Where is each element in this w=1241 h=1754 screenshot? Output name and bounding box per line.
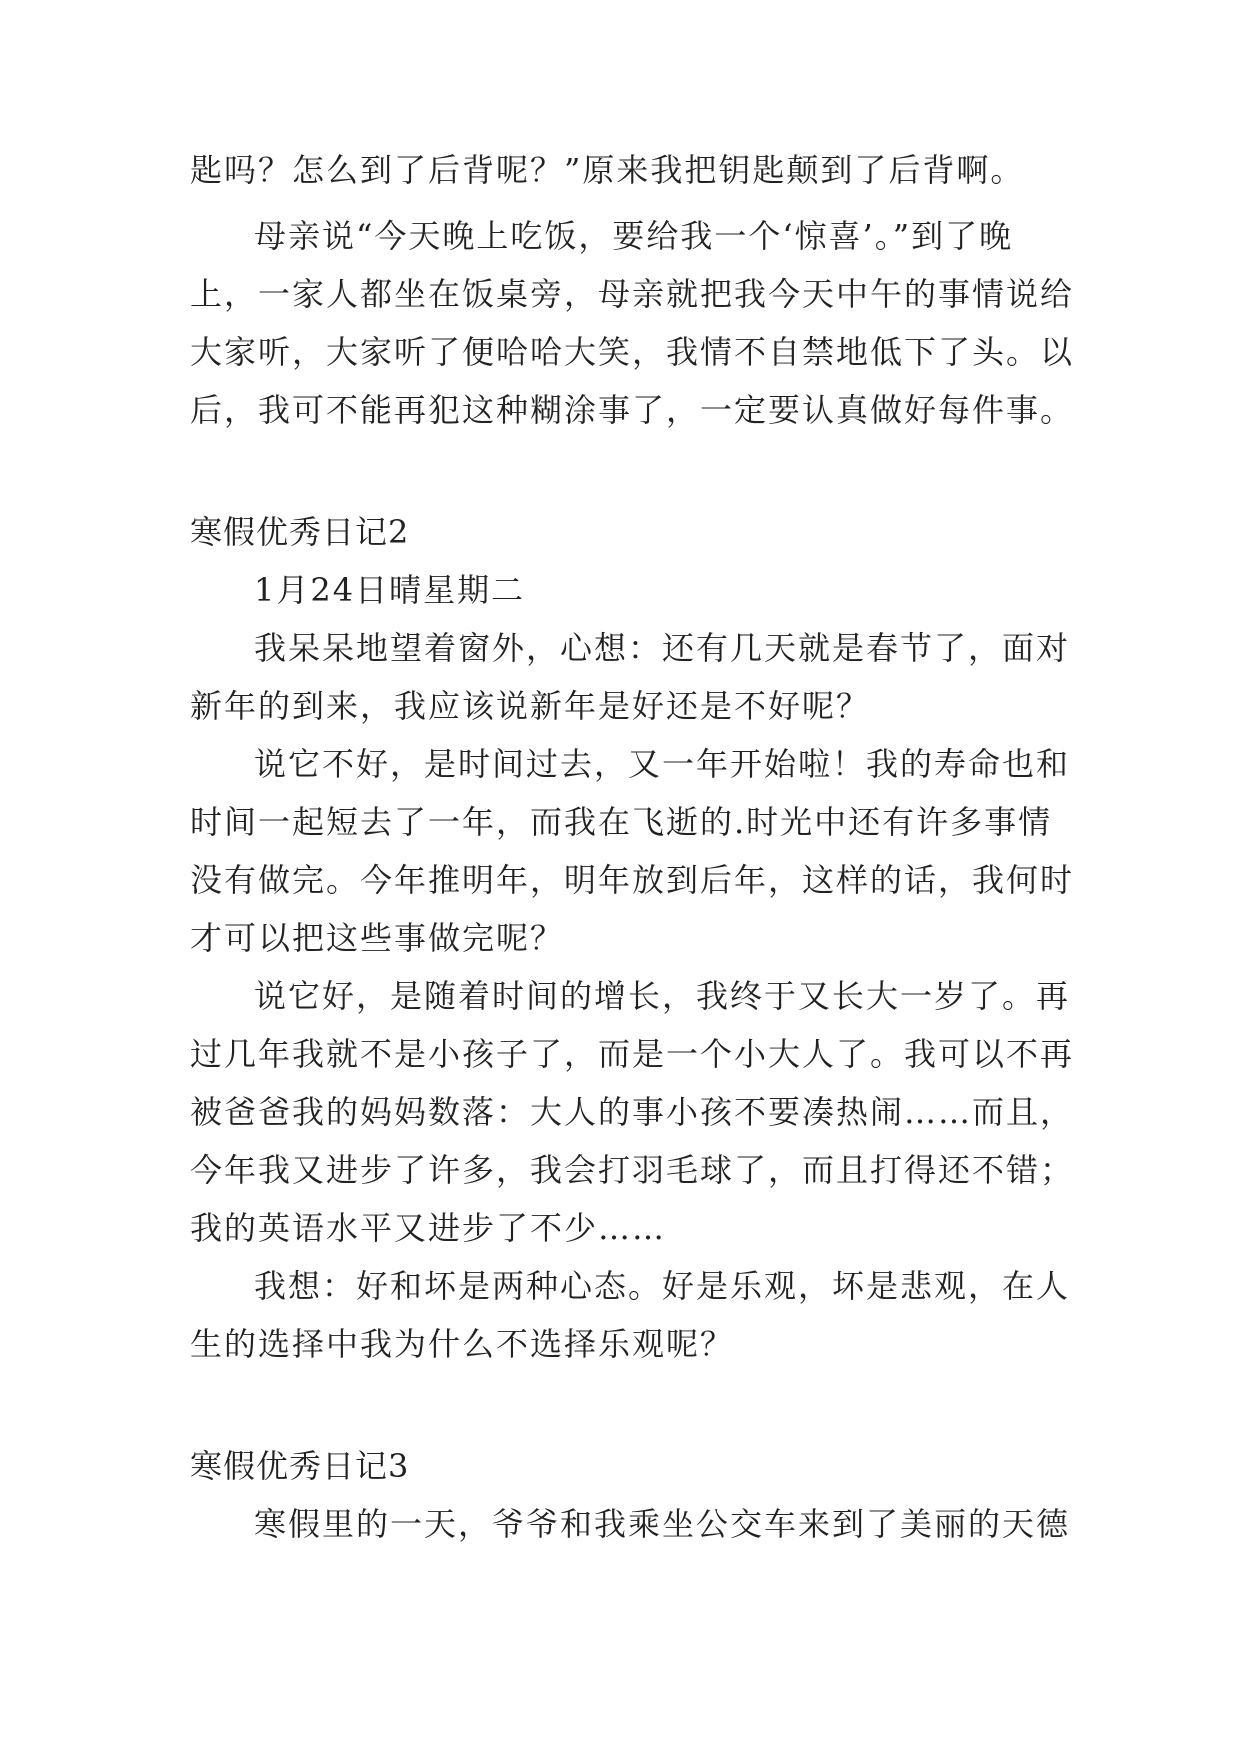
section-title: 寒假优秀日记3	[190, 1447, 410, 1485]
paragraph-line: 说它好，是随着时间的增长，我终于又长大一岁了。再	[254, 977, 1071, 1015]
paragraph-line: 上，一家人都坐在饭桌旁，母亲就把我今天中午的事情说给	[190, 275, 1075, 313]
paragraph-line: 大家听，大家听了便哈哈大笑，我情不自禁地低下了头。以	[190, 333, 1075, 371]
paragraph-line: 说它不好，是时间过去，又一年开始啦！我的寿命也和	[254, 745, 1071, 783]
paragraph-line: 生的选择中我为什么不选择乐观呢？	[190, 1325, 735, 1363]
paragraph-line: 过几年我就不是小孩子了，而是一个小大人了。我可以不再	[190, 1035, 1075, 1073]
paragraph-line: 寒假里的一天，爷爷和我乘坐公交车来到了美丽的天德	[254, 1505, 1071, 1543]
paragraph-line: 时间一起短去了一年，而我在飞逝的.时光中还有许多事情	[190, 803, 1053, 841]
paragraph-line: 我的英语水平又进步了不少……	[190, 1209, 667, 1247]
section-title: 寒假优秀日记2	[190, 513, 410, 551]
paragraph-line: 没有做完。今年推明年，明年放到后年，这样的话，我何时	[190, 861, 1075, 899]
paragraph-line: 今年我又进步了许多，我会打羽毛球了，而且打得还不错；	[190, 1151, 1075, 1189]
diary-date: 1月24日晴星期二	[254, 571, 526, 609]
paragraph-line: 匙吗？怎么到了后背呢？”原来我把钥匙颠到了后背啊。	[190, 151, 1025, 189]
paragraph-line: 后，我可不能再犯这种糊涂事了，一定要认真做好每件事。	[190, 391, 1075, 429]
paragraph-line: 被爸爸我的妈妈数落：大人的事小孩不要凑热闹……而且，	[190, 1093, 1075, 1131]
paragraph-line: 我呆呆地望着窗外，心想：还有几天就是春节了，面对	[254, 629, 1071, 667]
paragraph-line: 才可以把这些事做完呢？	[190, 919, 565, 957]
paragraph-line: 我想：好和坏是两种心态。好是乐观，坏是悲观，在人	[254, 1267, 1071, 1305]
paragraph-line: 新年的到来，我应该说新年是好还是不好呢？	[190, 687, 871, 725]
paragraph-line: 母亲说“今天晚上吃饭，要给我一个‘惊喜’。”到了晚	[254, 217, 1014, 255]
